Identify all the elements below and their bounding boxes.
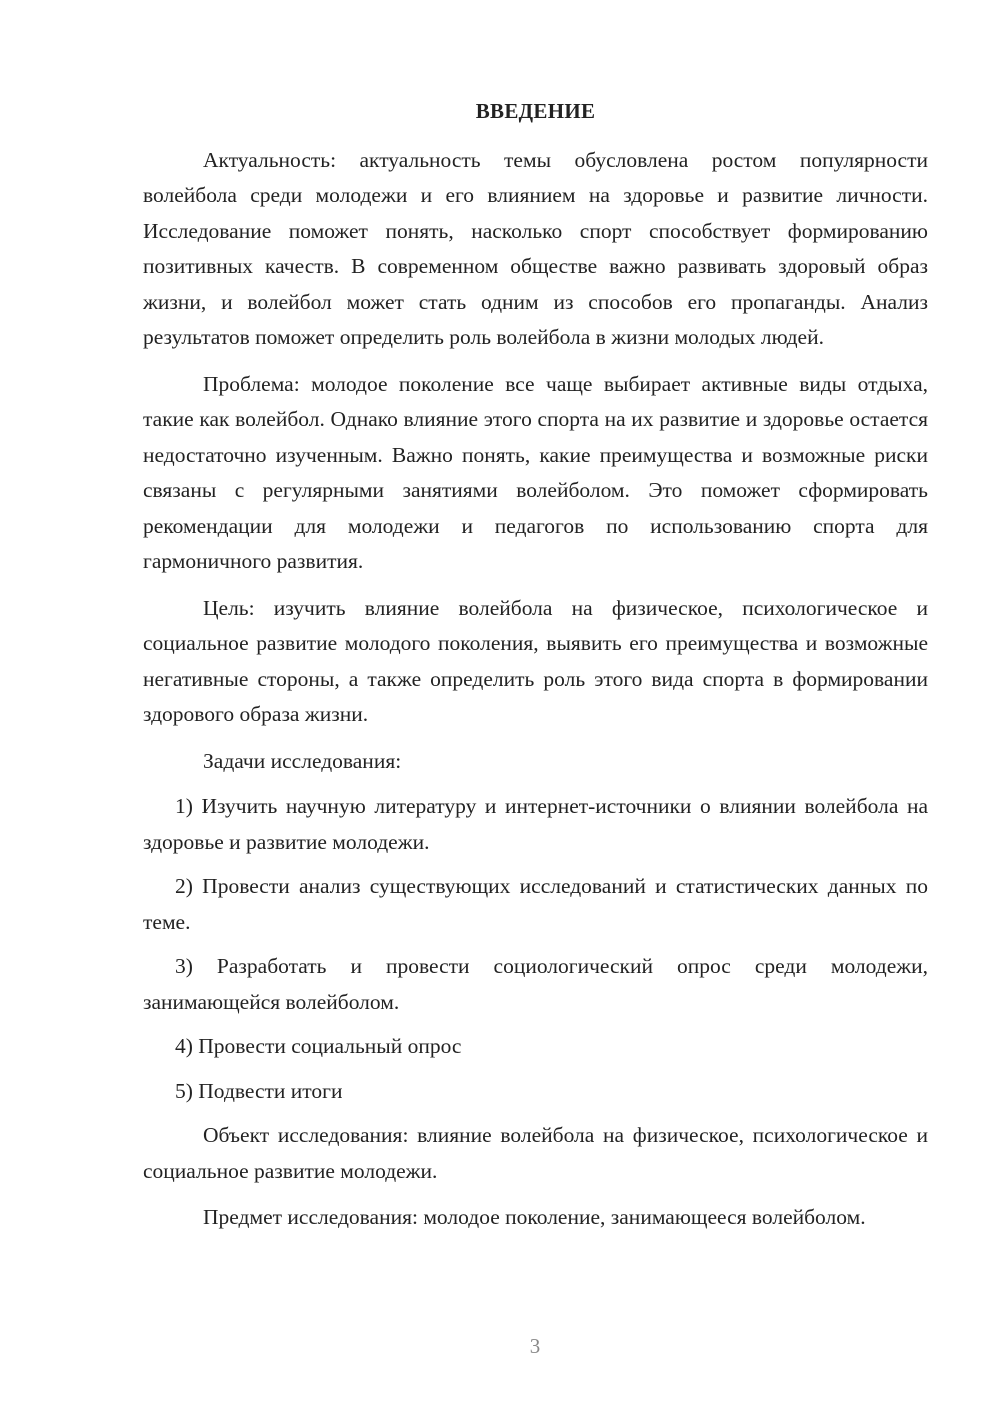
tasks-heading: Задачи исследования:	[203, 748, 402, 773]
page-number: 3	[529, 1334, 541, 1358]
paragraph-subject: Предмет исследования: молодое поколение, занимающееся волейболом.	[203, 1205, 866, 1229]
task-item-2: 2) Провести анализ существующих исследований и статистических данных по теме.	[143, 874, 928, 934]
task-item-3: 3) Разработать и провести социологический опрос среди молодежи, занимающейся волейболом.	[143, 954, 928, 1014]
task-item-4: 4) Провести социальный опрос	[175, 1034, 462, 1058]
page-content	[143, 94, 928, 1247]
task-item-5: 5) Подвести итоги	[175, 1078, 343, 1103]
task-item-1: 1) Изучить научную литературу и интернет-источники о влиянии волейбола на здоровье и развитие молодежи.	[143, 794, 928, 854]
page-title: ВВЕДЕНИЕ	[475, 99, 596, 123]
paragraph-object: Объект исследования: влияние волейбола на физическое, психологическое и социальное развитие молодежи.	[143, 1123, 928, 1183]
paragraph-relevance: Актуальность: актуальность темы обусловлена ростом популярности волейбола среди молодежи и его влиянием на здоровье и развитие личности. Исследование поможет понять, насколько спорт способствует формированию позитивных качеств. В современном обществе важно развивать здоровый образ жизни, и волейбол может стать одним из способов его пропаганды. Анализ результатов поможет определить роль волейбола в жизни молодых людей.	[143, 147, 928, 349]
paragraph-goal: Цель: изучить влияние волейбола на физическое, психологическое и социальное развитие молодого поколения, выявить его преимущества и возможные негативные стороны, а также определить роль этого вида спорта в формировании здорового образа жизни.	[143, 595, 928, 726]
paragraph-problem: Проблема: молодое поколение все чаще выбирает активные виды отдыха, такие как волейбол. Однако влияние этого спорта на их развитие и здоровье остается недостаточно изученным. Важно понять, какие преимущества и возможные риски связаны с регулярными занятиями волейболом. Это поможет сформировать рекомендации для молодежи и педагогов по использованию спорта для гармоничного развития.	[143, 371, 928, 573]
